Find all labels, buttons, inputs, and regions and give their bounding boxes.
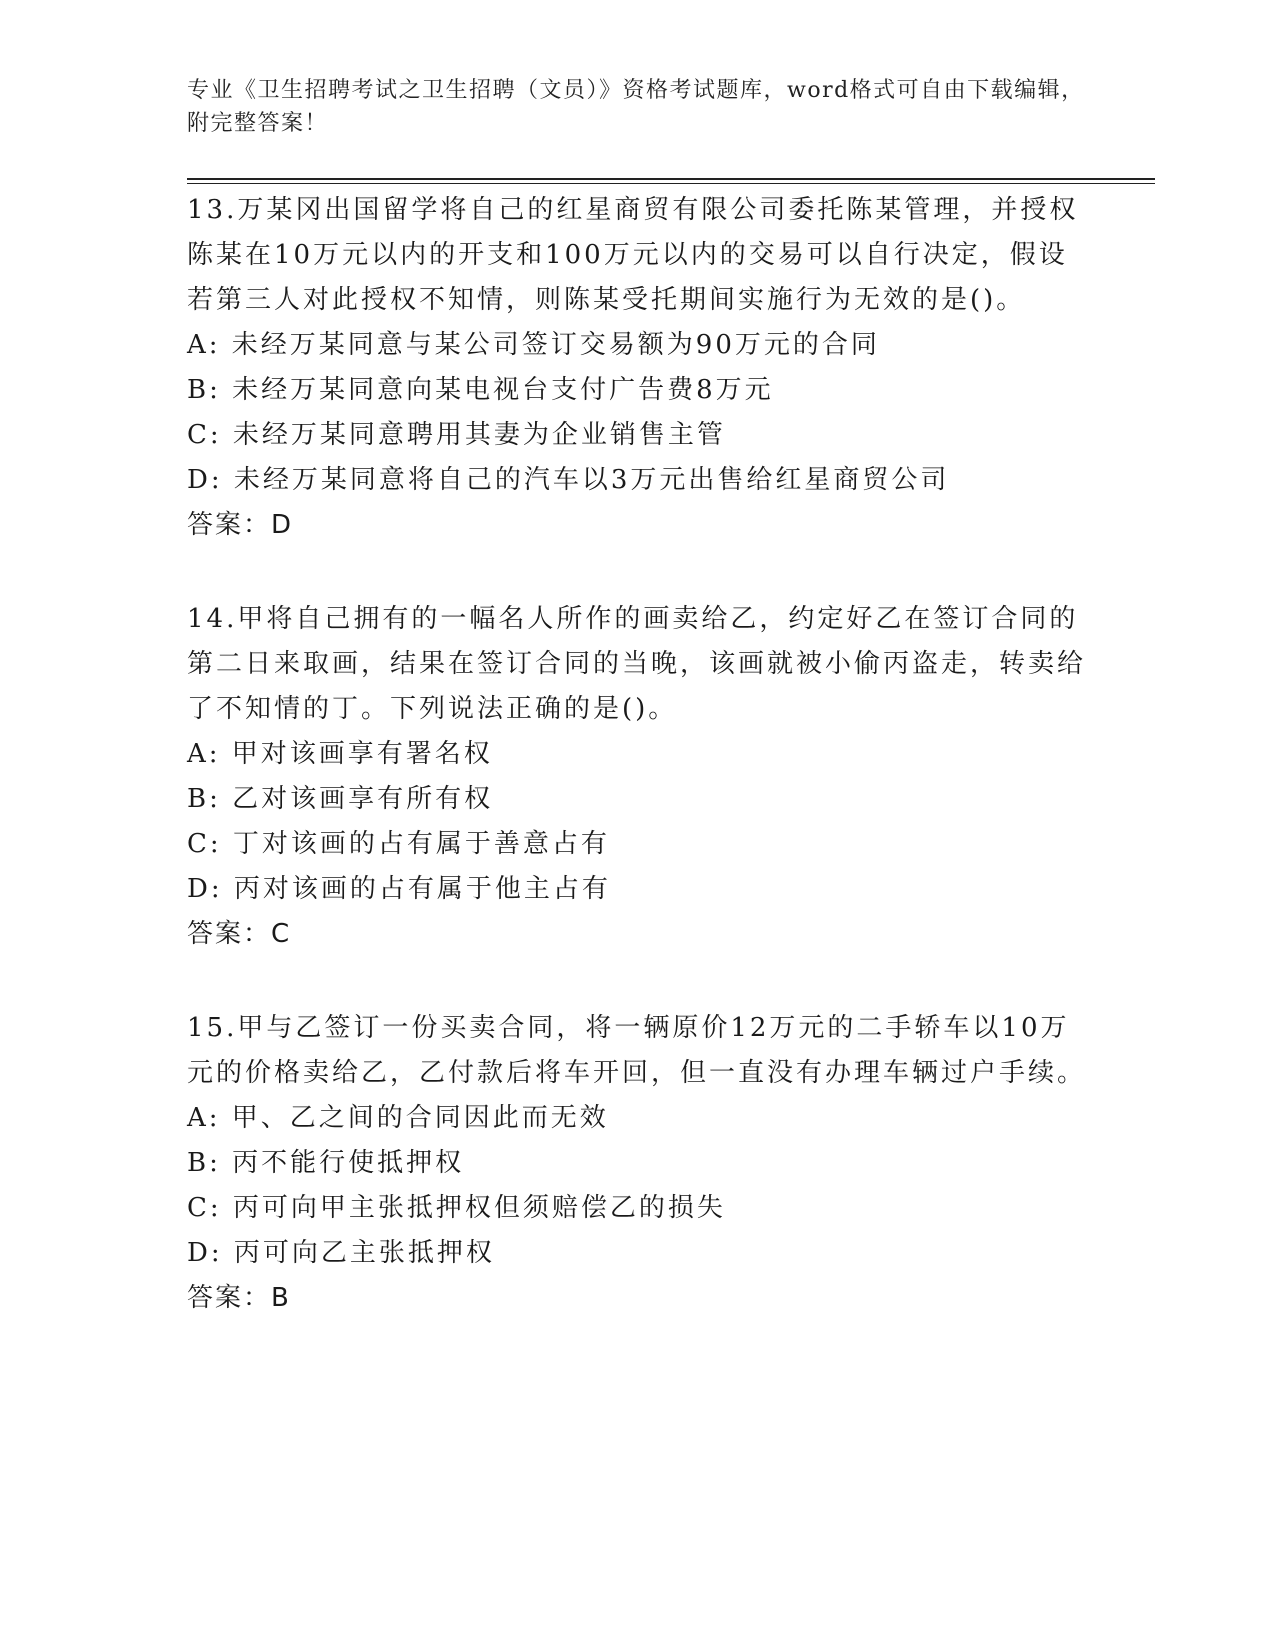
option-b: B: 乙对该画享有所有权 (187, 784, 494, 814)
question-13 (187, 188, 1087, 548)
option-b: B: 未经万某同意向某电视台支付广告费8万元 (187, 375, 774, 405)
question-stem: 13.万某冈出国留学将自己的红星商贸有限公司委托陈某管理，并授权陈某在10万元以内的开支和100万元以内的交易可以自行决定，假设若第三人对此授权不知情，则陈某受托期间实施行为无效的是()。 (187, 195, 1079, 315)
option-a: A: 甲、乙之间的合同因此而无效 (187, 1103, 609, 1133)
answer-label: 答案：B (187, 1283, 291, 1313)
option-a: A: 甲对该画享有署名权 (187, 739, 493, 769)
option-d: D: 未经万某同意将自己的汽车以3万元出售给红星商贸公司 (187, 465, 950, 495)
option-c: C: 丁对该画的占有属于善意占有 (187, 829, 610, 859)
answer-label: 答案：D (187, 510, 294, 540)
option-c: C: 未经万某同意聘用其妻为企业销售主管 (187, 420, 726, 450)
option-a: A: 未经万某同意与某公司签订交易额为90万元的合同 (187, 330, 880, 360)
question-15 (187, 1006, 1087, 1321)
answer-label: 答案：C (187, 919, 292, 949)
question-stem: 15.甲与乙签订一份买卖合同，将一辆原价12万元的二手轿车以10万元的价格卖给乙，乙付款后将车开回，但一直没有办理车辆过户手续。 (187, 1013, 1087, 1088)
question-14 (187, 597, 1087, 957)
option-d: D: 丙可向乙主张抵押权 (187, 1238, 495, 1268)
option-d: D: 丙对该画的占有属于他主占有 (187, 874, 611, 904)
document-header: 专业《卫生招聘考试之卫生招聘（文员）》资格考试题库，word格式可自由下载编辑，附完整答案！ (187, 78, 1085, 136)
header-divider-thin (187, 183, 1155, 184)
header-divider-thick (187, 178, 1155, 180)
option-b: B: 丙不能行使抵押权 (187, 1148, 465, 1178)
question-stem: 14.甲将自己拥有的一幅名人所作的画卖给乙，约定好乙在签订合同的第二日来取画，结果在签订合同的当晚，该画就被小偷丙盗走，转卖给了不知情的丁。下列说法正确的是()。 (187, 604, 1087, 724)
option-c: C: 丙可向甲主张抵押权但须赔偿乙的损失 (187, 1193, 726, 1223)
